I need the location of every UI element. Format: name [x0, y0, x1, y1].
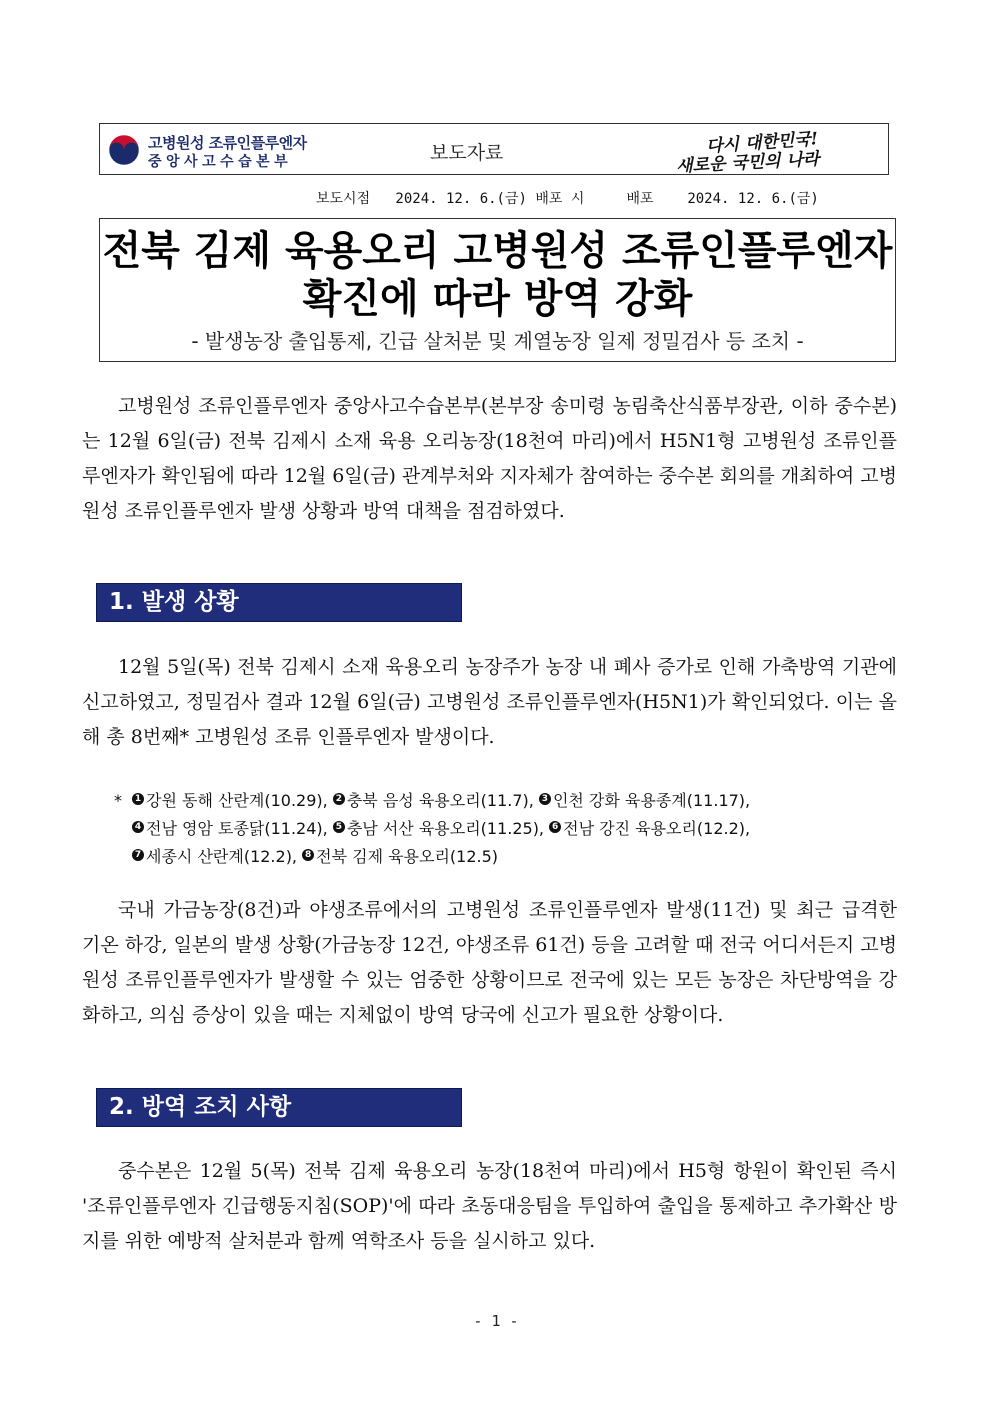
footnote-item: 인천 강화 육용종계(11.17), [552, 791, 751, 810]
footnote-item: 강원 동해 산란계(10.29), [146, 791, 333, 810]
logo-text-line1: 고병원성 조류인플루엔자 [148, 134, 307, 152]
press-header-box [99, 123, 889, 175]
logo-text-line2: 중앙사고수습본부 [148, 154, 293, 170]
footnote-item: 충남 서산 육용오리(11.25), [346, 819, 550, 838]
footnote-item: 충북 음성 육용오리(11.7), [346, 791, 539, 810]
measures-paragraph: 중수본은 12월 5(목) 전북 김제 육용오리 농장(18천여 마리)에서 H5형 항원이 확인된 즉시 '조류인플루엔자 긴급행동지침(SOP)'에 따라 초동대응팀을 투입하여 출입을 통제하고 추가확산 방지를 위한 예방적 살처분과 함께 역학조사 등을 실시하고 있다. [82, 1160, 897, 1252]
footnote-number: 7 [132, 849, 144, 861]
slogan-line1: 다시 대한민국! [705, 129, 819, 157]
section-heading-occurrence: 1. 발생 상황 [96, 583, 462, 622]
taegeuk-emblem-icon [108, 134, 140, 166]
footnote-number: 4 [132, 821, 144, 833]
title-line1: 전북 김제 육용오리 고병원성 조류인플루엔자 [102, 228, 893, 274]
subtitle: - 발생농장 출입통제, 긴급 살처분 및 계열농장 일제 정밀검사 등 조치 - [191, 329, 804, 353]
distribution-label: 배포 [626, 191, 654, 207]
press-release-label: 보도자료 [430, 142, 504, 164]
footnote-number: 1 [132, 793, 144, 805]
footnote-item: 전북 김제 육용오리(12.5) [316, 847, 499, 866]
release-info-row [316, 188, 819, 208]
footnote [114, 787, 898, 871]
occurrence-paragraph: 12월 5일(목) 전북 김제시 소재 육용오리 농장주가 농장 내 폐사 증가로 인해 가축방역 기관에 신고하였고, 정밀검사 결과 12월 6일(금) 고병원성 조류인플루엔자(H5N1)가 확인되었다. 이는 올해 총 8번째* 고병원성 조류 인플루엔자 발생이다. [82, 656, 897, 748]
distribution-value: 2024. 12. 6.(금) [687, 191, 819, 207]
title-box [99, 218, 896, 362]
footnote-item: 세종시 산란계(12.2), [146, 847, 303, 866]
footnote-number: 2 [333, 793, 345, 805]
release-time-label: 보도시점 [316, 191, 371, 207]
slogan-line2: 새로운 국민의 나라 [675, 149, 820, 177]
section-heading-measures: 2. 방역 조치 사항 [96, 1088, 462, 1127]
handwritten-slogan [675, 128, 856, 177]
footnote-item: 전남 영암 토종닭(11.24), [146, 819, 333, 838]
main-title [100, 227, 895, 323]
footnote-number: 3 [539, 793, 551, 805]
footnote-line [114, 815, 898, 843]
footnote-number: 5 [333, 821, 345, 833]
footnote-marker: * [114, 791, 122, 810]
footnote-number: 8 [302, 849, 314, 861]
page-number: - 1 - [473, 1312, 519, 1330]
footnote-line [114, 787, 898, 815]
domestic-situation-paragraph: 국내 가금농장(8건)과 야생조류에서의 고병원성 조류인플루엔자 발생(11건) 및 최근 급격한 기온 하강, 일본의 발생 상황(가금농장 12건, 야생조류 61건) 등을 고려할 때 전국 어디서든지 고병원성 조류인플루엔자가 발생할 수 있는 엄중한 상황이므로 전국에 있는 모든 농장은 차단방역을 강화하고, 의심 증상이 있을 때는 지체없이 방역 당국에 신고가 필요한 상황이다. [82, 899, 897, 1026]
footnote-number: 6 [549, 821, 561, 833]
agency-logo [108, 131, 358, 171]
footnote-item: 전남 강진 육용오리(12.2), [563, 819, 751, 838]
release-time-value: 2024. 12. 6.(금) 배포 시 [395, 191, 585, 207]
footnote-line [114, 843, 898, 871]
title-line2: 확진에 따라 방역 강화 [302, 276, 693, 322]
intro-paragraph: 고병원성 조류인플루엔자 중앙사고수습본부(본부장 송미령 농림축산식품부장관, 이하 중수본)는 12월 6일(금) 전북 김제시 소재 육용 오리농장(18천여 마리)에서 H5N1형 고병원성 조류인플루엔자가 확인됨에 따라 12월 6일(금) 관계부처와 지자체가 참여하는 중수본 회의를 개최하여 고병원성 조류인플루엔자 발생 상황과 방역 대책을 점검하였다. [82, 395, 897, 522]
